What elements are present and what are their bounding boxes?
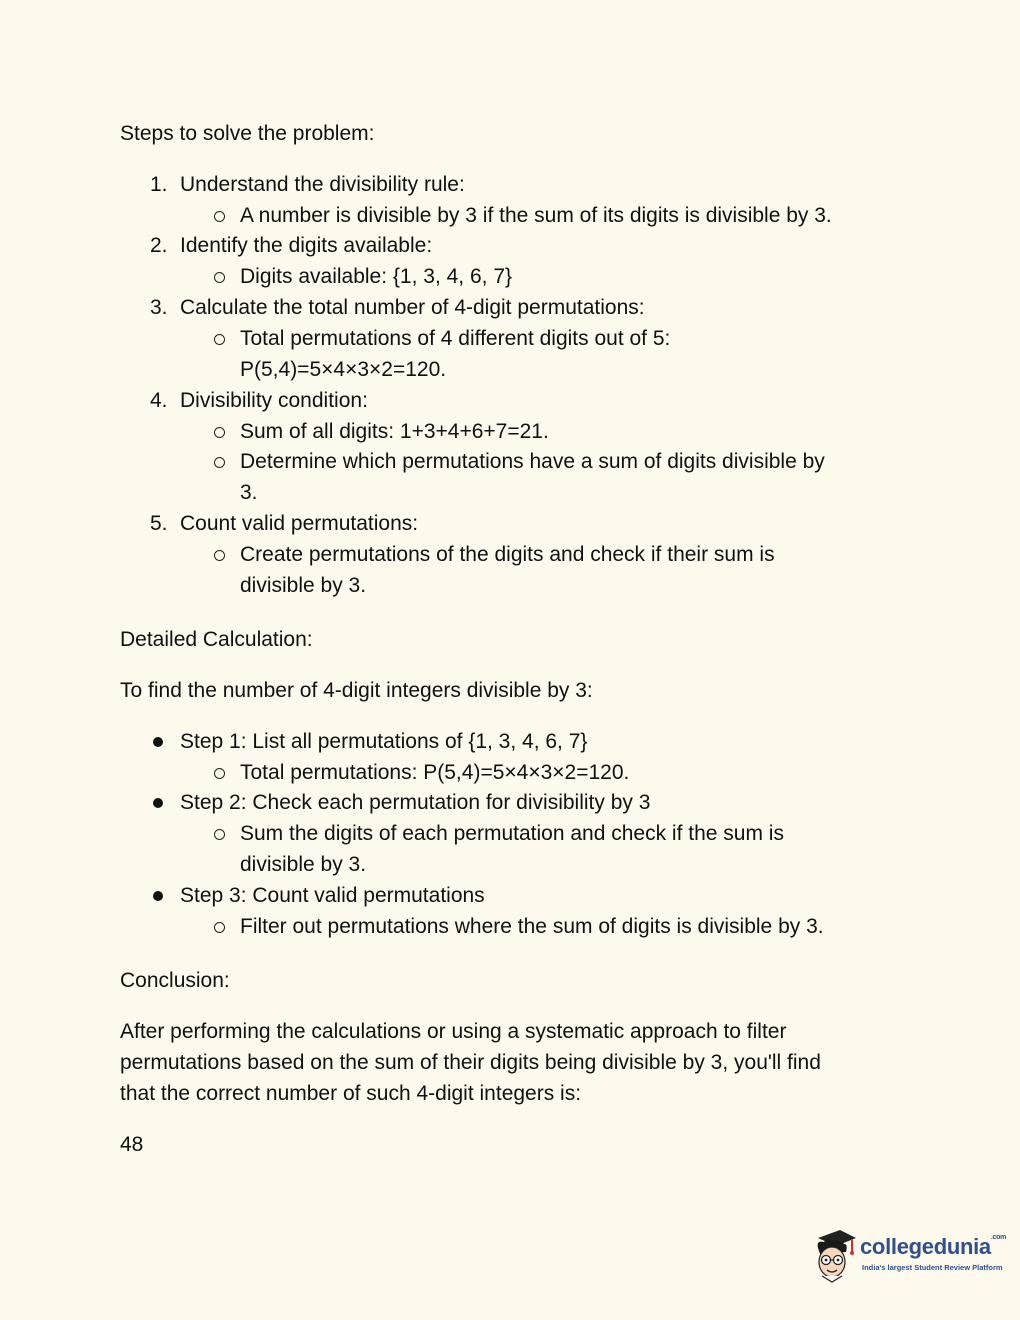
hollow-bullet-icon [214, 272, 225, 283]
hollow-bullet-icon [214, 829, 225, 840]
step-sub: Sum of all digits: 1+3+4+6+7=21. [240, 420, 549, 443]
bullet-sub: Filter out permutations where the sum of digits is divisible by 3. [240, 915, 824, 938]
bullet-sub: Total permutations: P(5,4)=5×4×3×2=120. [240, 761, 630, 784]
conclusion-line: After performing the calculations or using a systematic approach to filter [120, 1020, 787, 1043]
intro-text: To find the number of 4-digit integers divisible by 3: [120, 679, 593, 702]
step-title: Count valid permutations: [180, 512, 419, 535]
step-title: Understand the divisibility rule: [180, 173, 465, 196]
bullet-title: Step 2: Check each permutation for divisibility by 3 [180, 791, 651, 814]
step-number: 4. [150, 389, 168, 412]
bullet-title: Step 3: Count valid permutations [180, 884, 485, 907]
hollow-bullet-icon [214, 334, 225, 345]
logo-tagline: India's largest Student Review Platform [862, 1263, 1003, 1272]
conclusion-heading: Conclusion: [120, 969, 230, 992]
step-sub: Determine which permutations have a sum of digits divisible by [240, 450, 825, 473]
bullet-dot-icon [153, 891, 163, 901]
step-sub: Digits available: {1, 3, 4, 6, 7} [240, 265, 513, 288]
bullet-dot-icon [153, 798, 163, 808]
step-number: 5. [150, 512, 168, 535]
logo-wordmark: collegedunia$^{.com}$ [860, 1234, 1007, 1259]
bullet-dot-icon [153, 737, 163, 747]
steps-heading: Steps to solve the problem: [120, 122, 375, 145]
bullet-title: Step 1: List all permutations of {1, 3, 4, 6, 7} [180, 730, 588, 753]
step-number: 2. [150, 234, 168, 257]
step-sub: A number is divisible by 3 if the sum of its digits is divisible by 3. [240, 204, 832, 227]
mascot-icon [812, 1226, 858, 1284]
detailed-heading: Detailed Calculation: [120, 628, 313, 651]
step-sub: Total permutations of 4 different digits out of 5: [240, 327, 671, 350]
step-number: 1. [150, 173, 168, 196]
bullet-sub: Sum the digits of each permutation and check if the sum is [240, 822, 784, 845]
hollow-bullet-icon [214, 550, 225, 561]
collegedunia-logo [812, 1226, 1007, 1286]
hollow-bullet-icon [214, 427, 225, 438]
step-title: Identify the digits available: [180, 234, 433, 257]
step-sub: P(5,4)=5×4×3×2=120. [240, 358, 447, 381]
step-title: Calculate the total number of 4-digit permutations: [180, 296, 645, 319]
hollow-bullet-icon [214, 457, 225, 468]
conclusion-line: that the correct number of such 4-digit integers is: [120, 1082, 582, 1105]
answer-text: 48 [120, 1133, 144, 1156]
hollow-bullet-icon [214, 768, 225, 779]
step-title: Divisibility condition: [180, 389, 368, 412]
step-sub: divisible by 3. [240, 574, 367, 597]
step-sub: 3. [240, 481, 258, 504]
hollow-bullet-icon [214, 211, 225, 222]
bullet-sub: divisible by 3. [240, 853, 367, 876]
hollow-bullet-icon [214, 922, 225, 933]
step-sub: Create permutations of the digits and check if their sum is [240, 543, 775, 566]
conclusion-line: permutations based on the sum of their digits being divisible by 3, you'll find [120, 1051, 821, 1074]
step-number: 3. [150, 296, 168, 319]
